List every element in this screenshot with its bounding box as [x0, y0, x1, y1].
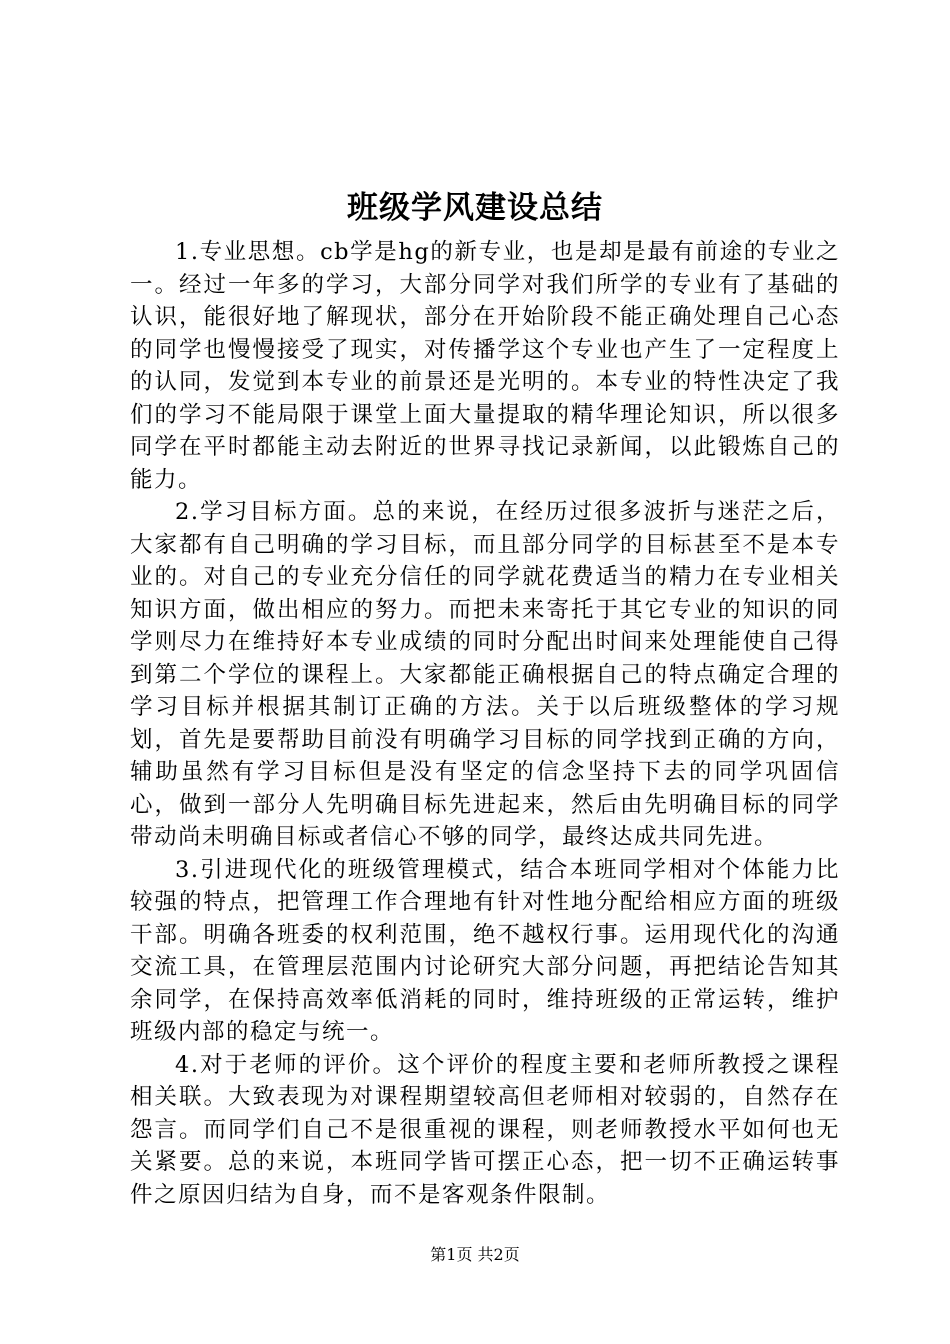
paragraph-3: 3.引进现代化的班级管理模式，结合本班同学相对个体能力比较强的特点，把管理工作合理地有针对性地分配给相应方面的班级干部。明确各班委的权利范围，绝不越权行事。运用现代化的沟通交流工具，在管理层范围内讨论研究大部分问题，再把结论告知其余同学，在保持高效率低消耗的同时，维持班级的正常运转，维护班级内部的稳定与统一。 [130, 856, 840, 1045]
document-title: 班级学风建设总结 [347, 190, 603, 226]
paragraph-2: 2.学习目标方面。总的来说，在经历过很多波折与迷茫之后，大家都有自己明确的学习目标，而且部分同学的目标甚至不是本专业的。对自己的专业充分信任的同学就花费适当的精力在专业相关知识方面，做出相应的努力。而把未来寄托于其它专业的知识的同学则尽力在维持好本专业成绩的同时分配出时间来处理能使自己得到第二个学位的课程上。大家都能正确根据自己的特点确定合理的学习目标并根据其制订正确的方法。关于以后班级整体的学习规划，首先是要帮助目前没有明确学习目标的同学找到正确的方向，辅助虽然有学习目标但是没有坚定的信念坚持下去的同学巩固信心，做到一部分人先明确目标先进起来，然后由先明确目标的同学带动尚未明确目标或者信心不够的同学，最终达成共同先进。 [130, 499, 840, 850]
paragraph-4: 4.对于老师的评价。这个评价的程度主要和老师所教授之课程相关联。大致表现为对课程期望较高但老师相对较弱的，自然存在怨言。而同学们自己不是很重视的课程，则老师教授水平如何也无关紧要。总的来说，本班同学皆可摆正心态，把一切不正确运转事件之原因归结为自身，而不是客观条件限制。 [130, 1051, 840, 1208]
page-footer [0, 1243, 950, 1267]
paragraph-1: 1.专业思想。cb学是hg的新专业，也是却是最有前途的专业之一。经过一年多的学习，大部分同学对我们所学的专业有了基础的认识，能很好地了解现状，部分在开始阶段不能正确处理自己心态的同学也慢慢接受了现实，对传播学这个专业也产生了一定程度上的认同，发觉到本专业的前景还是光明的。本专业的特性决定了我们的学习不能局限于课堂上面大量提取的精华理论知识，所以很多同学在平时都能主动去附近的世界寻找记录新闻，以此锻炼自己的能力。 [130, 239, 840, 493]
page-indicator: 第1页 共2页 [430, 1245, 520, 1264]
document-body [130, 236, 840, 1211]
